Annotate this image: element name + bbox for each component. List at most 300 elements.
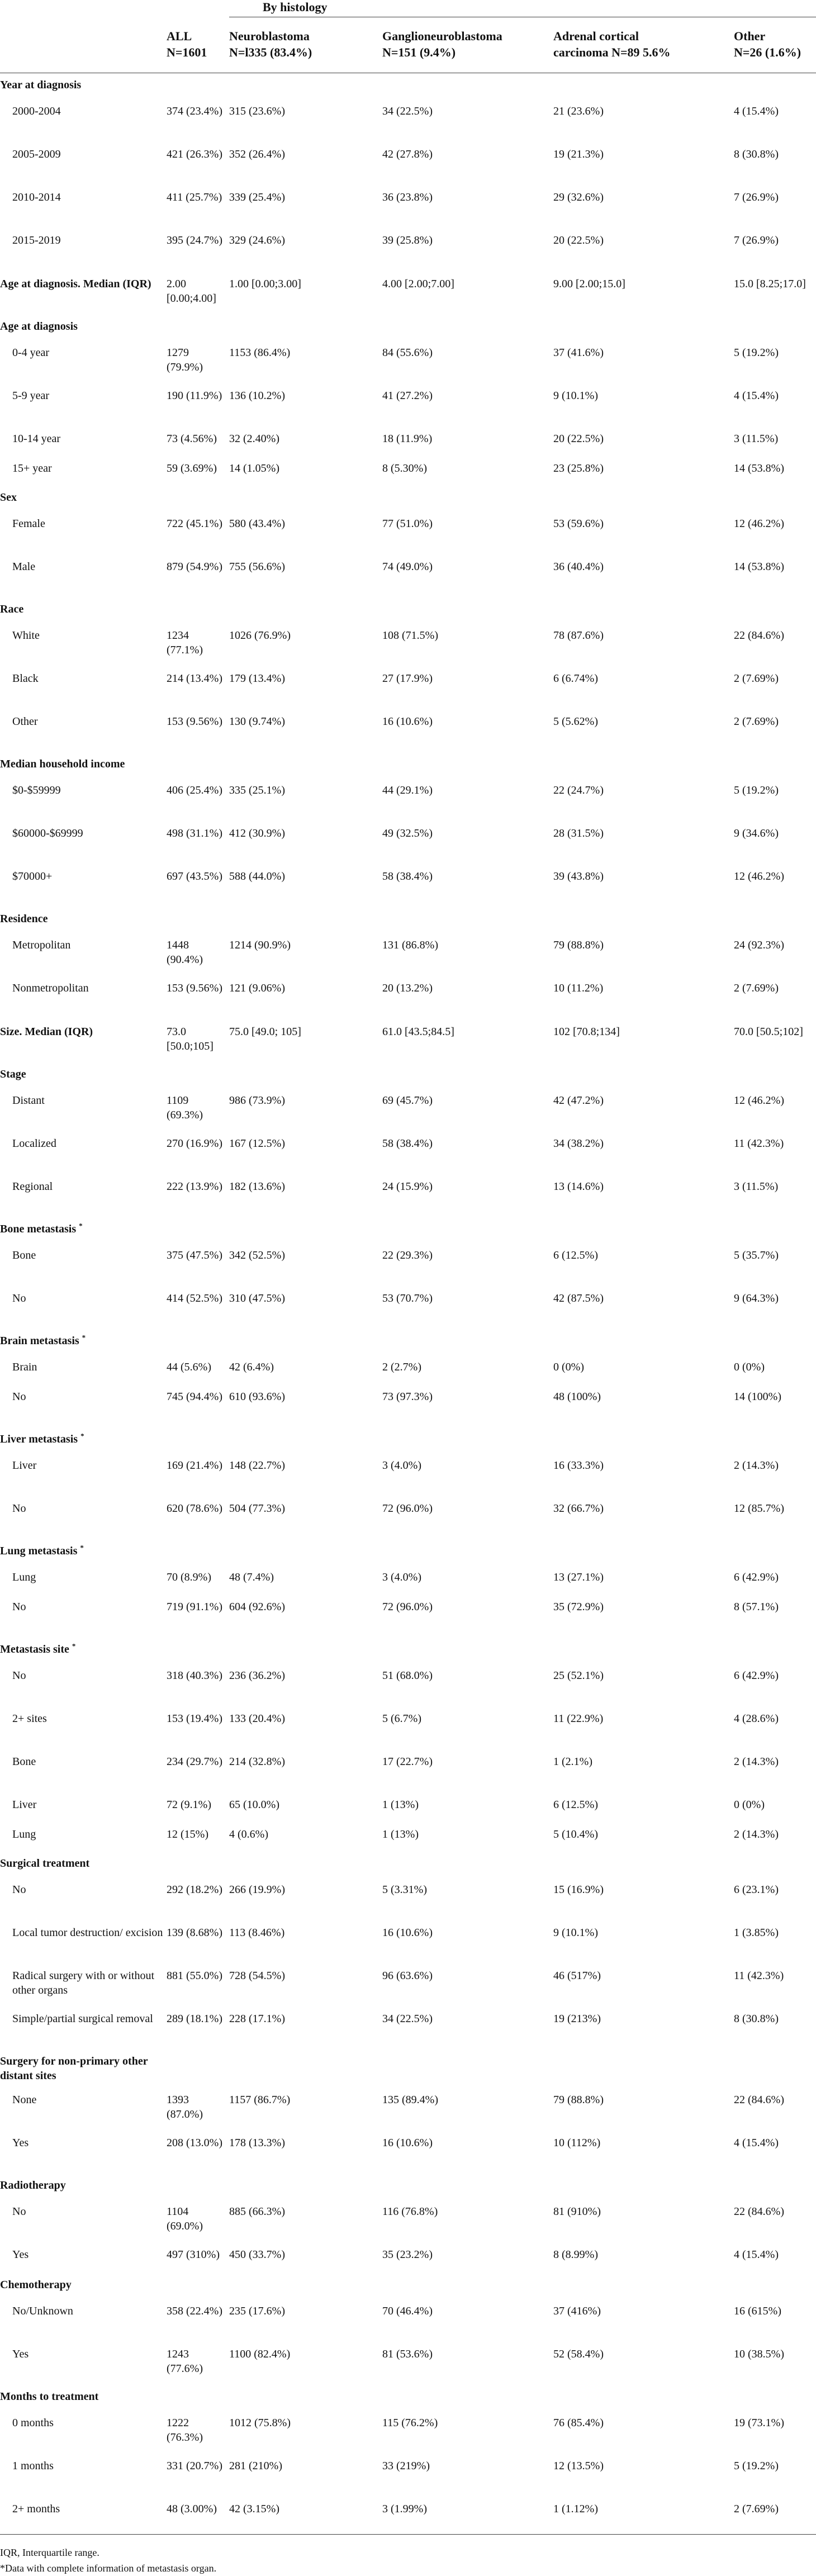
cell-acc: 35 (72.9%) — [553, 1600, 604, 1613]
cell-nb: 588 (44.0%) — [229, 870, 285, 883]
row-label: Other — [12, 715, 38, 728]
cell-gnb: 1 (13%) — [382, 1828, 419, 1840]
cell-all: 421 (26.3%) — [167, 148, 222, 160]
section-header-row — [0, 1427, 816, 1453]
cell-nb: 235 (17.6%) — [229, 2304, 285, 2317]
table-row — [0, 1243, 816, 1286]
row-label: Liver — [12, 1798, 37, 1811]
cell-gnb: 61.0 [43.5;84.5] — [382, 1025, 454, 1038]
cell-nb: 755 (56.6%) — [229, 560, 285, 573]
section-header-label: Surgical treatment — [0, 1857, 90, 1870]
table-row — [0, 554, 816, 597]
cell-acc: 15 (16.9%) — [553, 1883, 604, 1896]
section-header-row — [0, 2273, 816, 2299]
cell-gnb: 69 (45.7%) — [382, 1094, 433, 1107]
cell-acc: 102 [70.8;134] — [553, 1025, 620, 1038]
cell-oth: 2 (14.3%) — [734, 1755, 779, 1768]
cell-all: 331 (20.7%) — [167, 2459, 222, 2472]
cell-oth: 2 (14.3%) — [734, 1459, 779, 1472]
row-label: Black — [12, 672, 39, 685]
cell-all: 1104 (69.0%) — [167, 2205, 203, 2232]
section-header-row — [0, 597, 816, 623]
cell-oth: 5 (19.2%) — [734, 346, 779, 359]
cell-oth: 4 (15.4%) — [734, 2248, 779, 2261]
cell-gnb: 5 (6.7%) — [382, 1712, 421, 1725]
cell-acc: 21 (23.6%) — [553, 105, 604, 117]
cell-acc: 79 (88.8%) — [553, 2093, 604, 2106]
cell-gnb: 116 (76.8%) — [382, 2205, 438, 2218]
cell-oth: 8 (30.8%) — [734, 2012, 779, 2025]
cell-oth: 2 (7.69%) — [734, 2502, 779, 2515]
table-row — [0, 2299, 816, 2342]
cell-nb: 728 (54.5%) — [229, 1969, 285, 1982]
table-row — [0, 1749, 816, 1792]
cell-all: 374 (23.4%) — [167, 105, 222, 117]
cell-nb: 335 (25.1%) — [229, 784, 285, 796]
section-header — [0, 1217, 816, 1243]
cell-acc: 23 (25.8%) — [553, 462, 604, 475]
row-label: Yes — [12, 2136, 29, 2149]
cell-nb: 342 (52.5%) — [229, 1249, 285, 1261]
cell-acc: 42 (47.2%) — [553, 1094, 604, 1107]
row-label: 0 months — [12, 2416, 54, 2429]
cell-nb: 179 (13.4%) — [229, 672, 285, 685]
cell-nb: 281 (210%) — [229, 2459, 282, 2472]
cell-nb: 339 (25.4%) — [229, 191, 285, 203]
cell-acc: 19 (21.3%) — [553, 148, 604, 160]
cell-nb: 133 (20.4%) — [229, 1712, 285, 1725]
cell-nb: 266 (19.9%) — [229, 1883, 285, 1896]
cell-nb: 315 (23.6%) — [229, 105, 285, 117]
section-header-row — [0, 73, 816, 99]
cell-all: 292 (18.2%) — [167, 1883, 222, 1896]
cell-gnb: 34 (22.5%) — [382, 105, 433, 117]
cell-nb: 412 (30.9%) — [229, 827, 285, 839]
row-label: No/Unknown — [12, 2304, 73, 2317]
cell-oth: 2 (14.3%) — [734, 1828, 779, 1840]
cell-nb: 48 (7.4%) — [229, 1571, 274, 1583]
table-row — [0, 1877, 816, 1920]
cell-gnb: 33 (219%) — [382, 2459, 430, 2472]
cell-gnb: 39 (25.8%) — [382, 234, 433, 246]
cell-gnb: 16 (10.6%) — [382, 2136, 433, 2149]
row-label: 2+ months — [12, 2502, 60, 2515]
cell-nb: 167 (12.5%) — [229, 1137, 285, 1150]
cell-acc: 1 (1.12%) — [553, 2502, 598, 2515]
median-row — [0, 271, 816, 315]
row-label: Nonmetropolitan — [12, 981, 89, 994]
cell-oth: 2 (7.69%) — [734, 715, 779, 728]
section-header-label: Lung metastasis — [0, 1544, 78, 1557]
table-row — [0, 666, 816, 709]
section-header-label: Year at diagnosis — [0, 79, 82, 91]
cell-gnb: 35 (23.2%) — [382, 2248, 433, 2261]
section-header-label: Median household income — [0, 757, 125, 770]
cell-gnb: 36 (23.8%) — [382, 191, 433, 203]
cell-gnb: 27 (17.9%) — [382, 672, 433, 685]
cell-gnb: 84 (55.6%) — [382, 346, 433, 359]
cell-gnb: 44 (29.1%) — [382, 784, 433, 796]
footnote-marker: * — [79, 1221, 83, 1230]
cell-nb: 1.00 [0.00;3.00] — [229, 277, 301, 290]
cell-acc: 76 (85.4%) — [553, 2416, 604, 2429]
section-header-row — [0, 1852, 816, 1877]
section-header — [0, 597, 816, 623]
row-label: No — [12, 2205, 26, 2218]
row-label: Size. Median (IQR) — [0, 1025, 93, 1038]
cell-nb: 1026 (76.9%) — [229, 629, 291, 642]
cell-all: 73.0 [50.0;105] — [167, 1025, 214, 1052]
cell-oth: 0 (0%) — [734, 1798, 765, 1811]
cell-gnb: 108 (71.5%) — [382, 629, 438, 642]
cell-all: 1448 (90.4%) — [167, 938, 203, 966]
cell-oth: 1 (3.85%) — [734, 1926, 779, 1939]
cell-acc: 48 (100%) — [553, 1390, 601, 1403]
col-header-other — [734, 17, 816, 73]
cell-gnb: 42 (27.8%) — [382, 148, 433, 160]
cell-all: 1234 (77.1%) — [167, 629, 203, 656]
cell-oth: 8 (57.1%) — [734, 1600, 779, 1613]
cell-gnb: 17 (22.7%) — [382, 1755, 433, 1768]
col-header-all — [167, 17, 229, 73]
cell-all: 414 (52.5%) — [167, 1292, 222, 1304]
footnote-marker: * — [80, 1543, 84, 1552]
cell-gnb: 70 (46.4%) — [382, 2304, 433, 2317]
row-label: Lung — [12, 1571, 36, 1583]
cell-acc: 20 (22.5%) — [553, 234, 604, 246]
row-label: 10-14 year — [12, 432, 61, 445]
table-row — [0, 142, 816, 185]
section-header — [0, 752, 816, 778]
col-header-adrenal-cortical-title: Adrenal cortical — [553, 29, 639, 43]
section-header-label: Months to treatment — [0, 2390, 99, 2403]
cell-gnb: 74 (49.0%) — [382, 560, 433, 573]
section-header-label: Residence — [0, 912, 48, 925]
col-header-ganglioneuroblastoma-title: Ganglioneuroblastoma — [382, 29, 502, 43]
section-header — [0, 1852, 816, 1877]
cell-acc: 10 (11.2%) — [553, 981, 604, 994]
cell-gnb: 53 (70.7%) — [382, 1292, 433, 1304]
row-label: Bone — [12, 1755, 36, 1768]
section-header-label: Brain metastasis — [0, 1334, 79, 1347]
cell-acc: 81 (910%) — [553, 2205, 601, 2218]
cell-nb: 178 (13.3%) — [229, 2136, 285, 2149]
cell-all: 358 (22.4%) — [167, 2304, 222, 2317]
table-row — [0, 778, 816, 821]
cell-acc: 52 (58.4%) — [553, 2347, 604, 2360]
cell-all: 139 (8.68%) — [167, 1926, 222, 1939]
cell-oth: 19 (73.1%) — [734, 2416, 784, 2429]
cell-all: 498 (31.1%) — [167, 827, 222, 839]
cell-gnb: 34 (22.5%) — [382, 2012, 433, 2025]
cell-oth: 6 (42.9%) — [734, 1669, 779, 1682]
cell-gnb: 51 (68.0%) — [382, 1669, 433, 1682]
row-label: $0-$59999 — [12, 784, 61, 796]
cell-acc: 9 (10.1%) — [553, 389, 598, 402]
table-row — [0, 1384, 816, 1427]
col-header-label — [0, 17, 167, 73]
cell-nb: 1100 (82.4%) — [229, 2347, 291, 2360]
row-label: 2+ sites — [12, 1712, 47, 1725]
cell-all: 395 (24.7%) — [167, 234, 222, 246]
section-header-label: Surgery for non-primary other distant sites — [0, 2055, 148, 2082]
cell-oth: 4 (15.4%) — [734, 105, 779, 117]
cell-gnb: 4.00 [2.00;7.00] — [382, 277, 454, 290]
row-label: Simple/partial surgical removal — [12, 2012, 153, 2025]
cell-gnb: 77 (51.0%) — [382, 517, 433, 530]
section-header-row — [0, 752, 816, 778]
histology-table — [0, 17, 816, 2527]
section-header-label: Bone metastasis — [0, 1222, 77, 1235]
cell-all: 719 (91.1%) — [167, 1600, 222, 1613]
table-row — [0, 228, 816, 271]
row-label: No — [12, 1390, 26, 1403]
row-label: No — [12, 1292, 26, 1304]
row-label: $60000-$69999 — [12, 827, 83, 839]
row-label: Bone — [12, 1249, 36, 1261]
cell-all: 375 (47.5%) — [167, 1249, 222, 1261]
footnote-marker: * — [72, 1641, 76, 1650]
row-label: 2010-2014 — [12, 191, 61, 203]
table-row — [0, 1286, 816, 1329]
table-row — [0, 1088, 816, 1131]
table-row — [0, 99, 816, 142]
cell-all: 697 (43.5%) — [167, 870, 222, 883]
section-header-row — [0, 2385, 816, 2411]
cell-gnb: 96 (63.6%) — [382, 1969, 433, 1982]
row-label: Distant — [12, 1094, 45, 1107]
cell-oth: 9 (64.3%) — [734, 1292, 779, 1304]
row-label: Metropolitan — [12, 938, 71, 951]
cell-all: 2.00 [0.00;4.00] — [167, 277, 216, 305]
row-label: 2015-2019 — [12, 234, 61, 246]
cell-nb: 121 (9.06%) — [229, 981, 285, 994]
footnote-marker: * — [82, 1332, 86, 1341]
cell-nb: 214 (32.8%) — [229, 1755, 285, 1768]
cell-oth: 5 (19.2%) — [734, 2459, 779, 2472]
cell-gnb: 41 (27.2%) — [382, 389, 433, 402]
cell-gnb: 22 (29.3%) — [382, 1249, 433, 1261]
row-label: Liver — [12, 1459, 37, 1472]
section-header-label: Age at diagnosis — [0, 320, 78, 333]
cell-all: 208 (13.0%) — [167, 2136, 222, 2149]
section-header — [0, 1427, 816, 1453]
cell-nb: 986 (73.9%) — [229, 1094, 285, 1107]
cell-acc: 10 (112%) — [553, 2136, 601, 2149]
cell-acc: 8 (8.99%) — [553, 2248, 598, 2261]
cell-nb: 504 (77.3%) — [229, 1502, 285, 1515]
cell-acc: 53 (59.6%) — [553, 517, 604, 530]
cell-all: 289 (18.1%) — [167, 2012, 222, 2025]
cell-oth: 24 (92.3%) — [734, 938, 784, 951]
section-header — [0, 907, 816, 933]
cell-all: 153 (9.56%) — [167, 715, 222, 728]
cell-nb: 329 (24.6%) — [229, 234, 285, 246]
table-row — [0, 1174, 816, 1217]
cell-acc: 46 (517%) — [553, 1969, 601, 1982]
cell-gnb: 1 (13%) — [382, 1798, 419, 1811]
table-row — [0, 2454, 816, 2497]
row-label: Yes — [12, 2347, 29, 2360]
cell-oth: 11 (42.3%) — [734, 1969, 784, 1982]
cell-acc: 0 (0%) — [553, 1360, 584, 1373]
cell-nb: 148 (22.7%) — [229, 1459, 285, 1472]
cell-all: 1243 (77.6%) — [167, 2347, 203, 2375]
col-header-other-n: N=26 (1.6%) — [734, 45, 801, 59]
row-label: 2005-2009 — [12, 148, 61, 160]
cell-nb: 580 (43.4%) — [229, 517, 285, 530]
cell-all: 406 (25.4%) — [167, 784, 222, 796]
cell-acc: 37 (41.6%) — [553, 346, 604, 359]
cell-acc: 42 (87.5%) — [553, 1292, 604, 1304]
row-label: None — [12, 2093, 37, 2106]
cell-gnb: 135 (89.4%) — [382, 2093, 438, 2106]
cell-nb: 450 (33.7%) — [229, 2248, 285, 2261]
cell-acc: 22 (24.7%) — [553, 784, 604, 796]
table-row — [0, 1663, 816, 1706]
section-header-label: Sex — [0, 491, 17, 504]
cell-acc: 36 (40.4%) — [553, 560, 604, 573]
cell-acc: 34 (38.2%) — [553, 1137, 604, 1150]
cell-nb: 32 (2.40%) — [229, 432, 279, 445]
section-header — [0, 315, 816, 340]
cell-gnb: 58 (38.4%) — [382, 870, 433, 883]
cell-oth: 6 (42.9%) — [734, 1571, 779, 1583]
super-header — [0, 0, 816, 17]
cell-acc: 79 (88.8%) — [553, 938, 604, 951]
row-label: 2000-2004 — [12, 105, 61, 117]
cell-nb: 228 (17.1%) — [229, 2012, 285, 2025]
col-header-adrenal-cortical-n: carcinoma N=89 5.6% — [553, 45, 671, 59]
cell-all: 1109 (69.3%) — [167, 1094, 203, 1121]
cell-oth: 14 (53.8%) — [734, 462, 784, 475]
table-row — [0, 933, 816, 976]
section-header-row — [0, 2174, 816, 2199]
table-row — [0, 1822, 816, 1852]
cell-gnb: 5 (3.31%) — [382, 1883, 427, 1896]
cell-oth: 15.0 [8.25;17.0] — [734, 277, 806, 290]
table-row — [0, 821, 816, 864]
cell-all: 59 (3.69%) — [167, 462, 217, 475]
cell-oth: 12 (46.2%) — [734, 1094, 784, 1107]
section-header — [0, 2050, 816, 2088]
cell-gnb: 115 (76.2%) — [382, 2416, 438, 2429]
section-header-row — [0, 2050, 816, 2088]
cell-all: 722 (45.1%) — [167, 517, 222, 530]
table-row — [0, 185, 816, 228]
cell-acc: 9 (10.1%) — [553, 1926, 598, 1939]
section-header-row — [0, 1062, 816, 1088]
table-row — [0, 1963, 816, 2006]
cell-nb: 4 (0.6%) — [229, 1828, 268, 1840]
row-label: Localized — [12, 1137, 56, 1150]
cell-acc: 37 (416%) — [553, 2304, 601, 2317]
row-label: White — [12, 629, 40, 642]
cell-acc: 6 (6.74%) — [553, 672, 598, 685]
table-row — [0, 340, 816, 383]
row-label: 5-9 year — [12, 389, 50, 402]
section-header-label: Stage — [0, 1068, 26, 1080]
cell-nb: 75.0 [49.0; 105] — [229, 1025, 301, 1038]
cell-oth: 22 (84.6%) — [734, 2093, 784, 2106]
cell-acc: 6 (12.5%) — [553, 1249, 598, 1261]
cell-oth: 11 (42.3%) — [734, 1137, 784, 1150]
footnote-iqr: IQR, Interquartile range. — [0, 2546, 99, 2558]
cell-gnb: 16 (10.6%) — [382, 1926, 433, 1939]
section-header — [0, 1638, 816, 1663]
row-label: Regional — [12, 1180, 53, 1193]
table-row — [0, 1355, 816, 1384]
row-label: 0-4 year — [12, 346, 50, 359]
cell-oth: 2 (7.69%) — [734, 672, 779, 685]
cell-gnb: 3 (4.0%) — [382, 1571, 421, 1583]
cell-nb: 14 (1.05%) — [229, 462, 279, 475]
row-label: Yes — [12, 2248, 29, 2261]
col-header-other-title: Other — [734, 29, 766, 43]
cell-oth: 70.0 [50.5;102] — [734, 1025, 803, 1038]
cell-nb: 130 (9.74%) — [229, 715, 285, 728]
cell-all: 318 (40.3%) — [167, 1669, 222, 1682]
cell-oth: 5 (35.7%) — [734, 1249, 779, 1261]
cell-acc: 5 (5.62%) — [553, 715, 598, 728]
col-header-neuroblastoma-n: N=l335 (83.4%) — [229, 45, 312, 59]
footnote-metastasis: *Data with complete information of metastasis organ. — [0, 2562, 217, 2574]
cell-oth: 4 (28.6%) — [734, 1712, 779, 1725]
table-row — [0, 2497, 816, 2527]
cell-oth: 22 (84.6%) — [734, 629, 784, 642]
cell-oth: 8 (30.8%) — [734, 148, 779, 160]
cell-acc: 13 (14.6%) — [553, 1180, 604, 1193]
section-header — [0, 486, 816, 511]
cell-acc: 20 (22.5%) — [553, 432, 604, 445]
cell-oth: 4 (15.4%) — [734, 2136, 779, 2149]
cell-gnb: 72 (96.0%) — [382, 1600, 433, 1613]
section-header-label: Liver metastasis — [0, 1432, 78, 1445]
table-row — [0, 623, 816, 666]
table-footnotes — [0, 2534, 816, 2576]
cell-all: 745 (94.4%) — [167, 1390, 222, 1403]
cell-all: 153 (9.56%) — [167, 981, 222, 994]
row-label: Female — [12, 517, 45, 530]
cell-acc: 32 (66.7%) — [553, 1502, 604, 1515]
section-header — [0, 2385, 816, 2411]
cell-all: 70 (8.9%) — [167, 1571, 211, 1583]
row-label: Age at diagnosis. Median (IQR) — [0, 277, 151, 290]
cell-nb: 182 (13.6%) — [229, 1180, 285, 1193]
cell-oth: 16 (615%) — [734, 2304, 781, 2317]
section-header-row — [0, 1217, 816, 1243]
section-header-row — [0, 315, 816, 340]
cell-acc: 11 (22.9%) — [553, 1712, 604, 1725]
row-label: Local tumor destruction/ excision — [12, 1926, 163, 1939]
cell-oth: 3 (11.5%) — [734, 432, 779, 445]
cell-oth: 3 (11.5%) — [734, 1180, 779, 1193]
cell-acc: 39 (43.8%) — [553, 870, 604, 883]
cell-nb: 610 (93.6%) — [229, 1390, 285, 1403]
table-row — [0, 2131, 816, 2174]
cell-nb: 1012 (75.8%) — [229, 2416, 291, 2429]
cell-oth: 12 (46.2%) — [734, 870, 784, 883]
cell-nb: 310 (47.5%) — [229, 1292, 285, 1304]
cell-oth: 9 (34.6%) — [734, 827, 779, 839]
table-row — [0, 426, 816, 456]
row-label: 15+ year — [12, 462, 52, 475]
cell-oth: 2 (7.69%) — [734, 981, 779, 994]
cell-acc: 1 (2.1%) — [553, 1755, 592, 1768]
cell-gnb: 58 (38.4%) — [382, 1137, 433, 1150]
cell-oth: 5 (19.2%) — [734, 784, 779, 796]
section-header — [0, 2273, 816, 2299]
